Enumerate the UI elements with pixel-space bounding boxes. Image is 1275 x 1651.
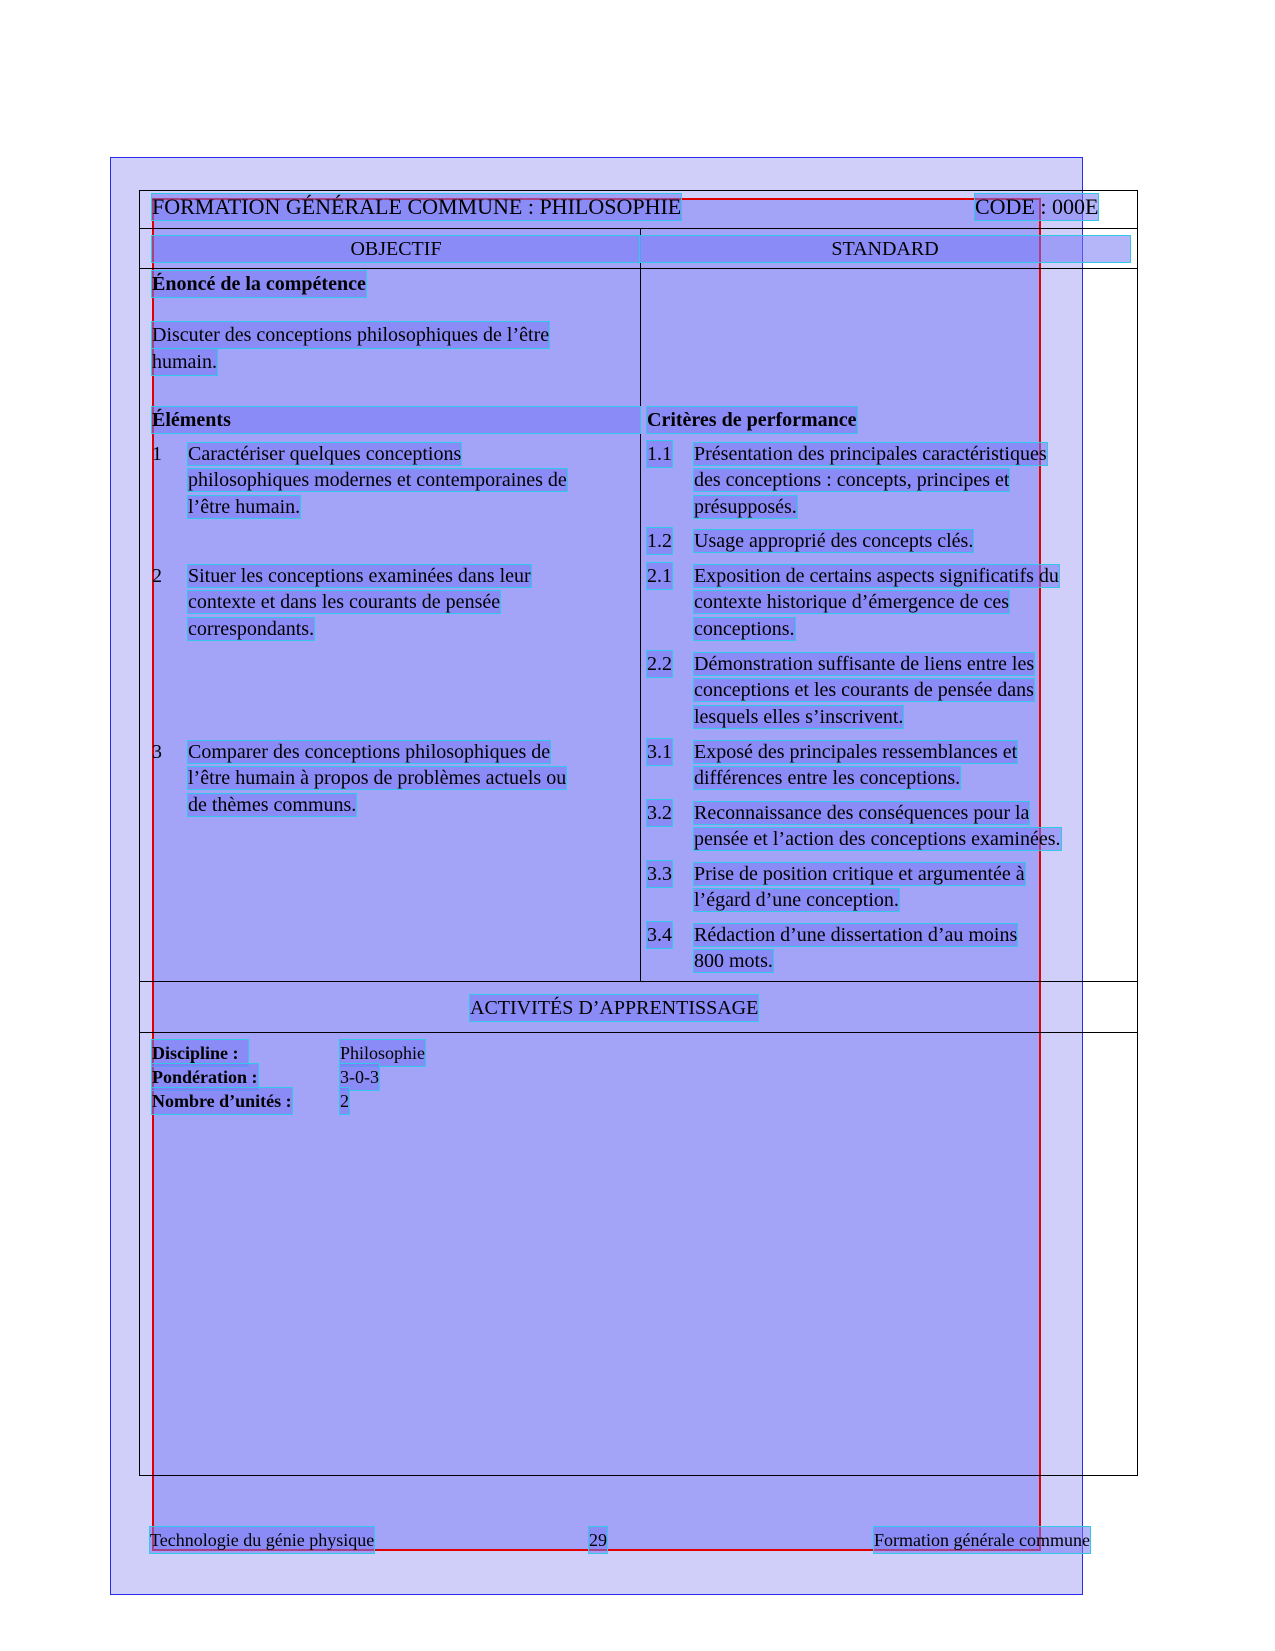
page-number: 29	[589, 1527, 607, 1553]
criterion-text-line: Usage approprié des concepts clés.	[694, 530, 974, 552]
element-text-line: correspondants.	[188, 617, 315, 640]
standard-header: STANDARD	[640, 236, 1130, 262]
discipline-label: Discipline :	[152, 1040, 248, 1066]
unites-value: 2	[340, 1088, 349, 1114]
criterion-text-line: Prise de position critique et argumentée à	[694, 863, 1025, 885]
element-text-line: l’être humain.	[188, 495, 301, 518]
criterion-text-line: contexte historique d’émergence de ces	[694, 591, 1010, 614]
criterion-text-line: lesquels elles s’inscrivent.	[694, 705, 904, 728]
element-text-line: l’être humain à propos de problèmes actuels ou	[188, 767, 567, 790]
criterion-text-line: présupposés.	[694, 495, 797, 518]
objectif-header: OBJECTIF	[152, 236, 640, 262]
criterion-text-line: Présentation des principales caractéristiques	[694, 443, 1047, 465]
competence-text-line: Discuter des conceptions philosophiques de l’être	[152, 324, 550, 346]
activities-top-divider	[139, 981, 1138, 982]
element-text-line: Caractériser quelques conceptions	[188, 443, 462, 465]
footer-section: Formation générale commune	[874, 1527, 1090, 1553]
criterion-number: 1.1	[647, 443, 672, 465]
ponderation-value: 3-0-3	[340, 1064, 379, 1090]
element-text-line: Comparer des conceptions philosophiques de	[188, 741, 551, 763]
course-code: CODE : 000E	[975, 194, 1099, 219]
criterion-text-line: l’égard d’une conception.	[694, 889, 899, 912]
ponderation-label: Pondération :	[152, 1064, 258, 1090]
column-divider	[640, 228, 641, 981]
criterion-text-line: Démonstration suffisante de liens entre les	[694, 653, 1035, 675]
activities-heading: ACTIVITÉS D’APPRENTISSAGE	[470, 997, 759, 1019]
criterion-number: 3.3	[647, 863, 672, 885]
criterion-text-line: Rédaction d’une dissertation d’au moins	[694, 924, 1018, 946]
criterion-number: 2.2	[647, 653, 672, 675]
criterion-number: 3.2	[647, 802, 672, 824]
unites-label: Nombre d’unités :	[152, 1088, 292, 1114]
criteria-heading: Critères de performance	[647, 409, 857, 431]
element-text-line: contexte et dans les courants de pensée	[188, 591, 501, 614]
elements-heading: Éléments	[152, 407, 640, 433]
criterion-number: 3.1	[647, 741, 672, 763]
element-text-line: philosophiques modernes et contemporaines de	[188, 469, 567, 492]
criterion-text-line: différences entre les conceptions.	[694, 767, 961, 790]
criterion-text-line: 800 mots.	[694, 950, 773, 973]
element-number: 3	[152, 741, 162, 763]
criterion-number: 2.1	[647, 565, 672, 587]
criterion-text-line: conceptions et les courants de pensée dans	[694, 679, 1034, 702]
criterion-number: 3.4	[647, 924, 672, 946]
criterion-text-line: conceptions.	[694, 617, 795, 640]
element-text-line: Situer les conceptions examinées dans leur	[188, 565, 531, 587]
competence-text-line: humain.	[152, 351, 217, 373]
element-number: 2	[152, 565, 162, 587]
criterion-text-line: des conceptions : concepts, principes et	[694, 469, 1010, 492]
page-title: FORMATION GÉNÉRALE COMMUNE : PHILOSOPHIE	[152, 194, 682, 219]
activities-bottom-divider	[139, 1032, 1138, 1033]
criterion-number: 1.2	[647, 530, 672, 552]
criterion-text-line: pensée et l’action des conceptions examinées.	[694, 828, 1061, 851]
discipline-value: Philosophie	[340, 1040, 425, 1066]
competence-heading: Énoncé de la compétence	[152, 273, 366, 295]
columns-divider	[139, 268, 1138, 269]
header-divider	[139, 228, 1138, 229]
criterion-text-line: Reconnaissance des conséquences pour la	[694, 802, 1030, 824]
element-text-line: de thèmes communs.	[188, 793, 357, 816]
criterion-text-line: Exposé des principales ressemblances et	[694, 741, 1018, 763]
footer-program: Technologie du génie physique	[150, 1527, 374, 1553]
criterion-text-line: Exposition de certains aspects significatifs du	[694, 565, 1059, 587]
element-number: 1	[152, 443, 162, 465]
